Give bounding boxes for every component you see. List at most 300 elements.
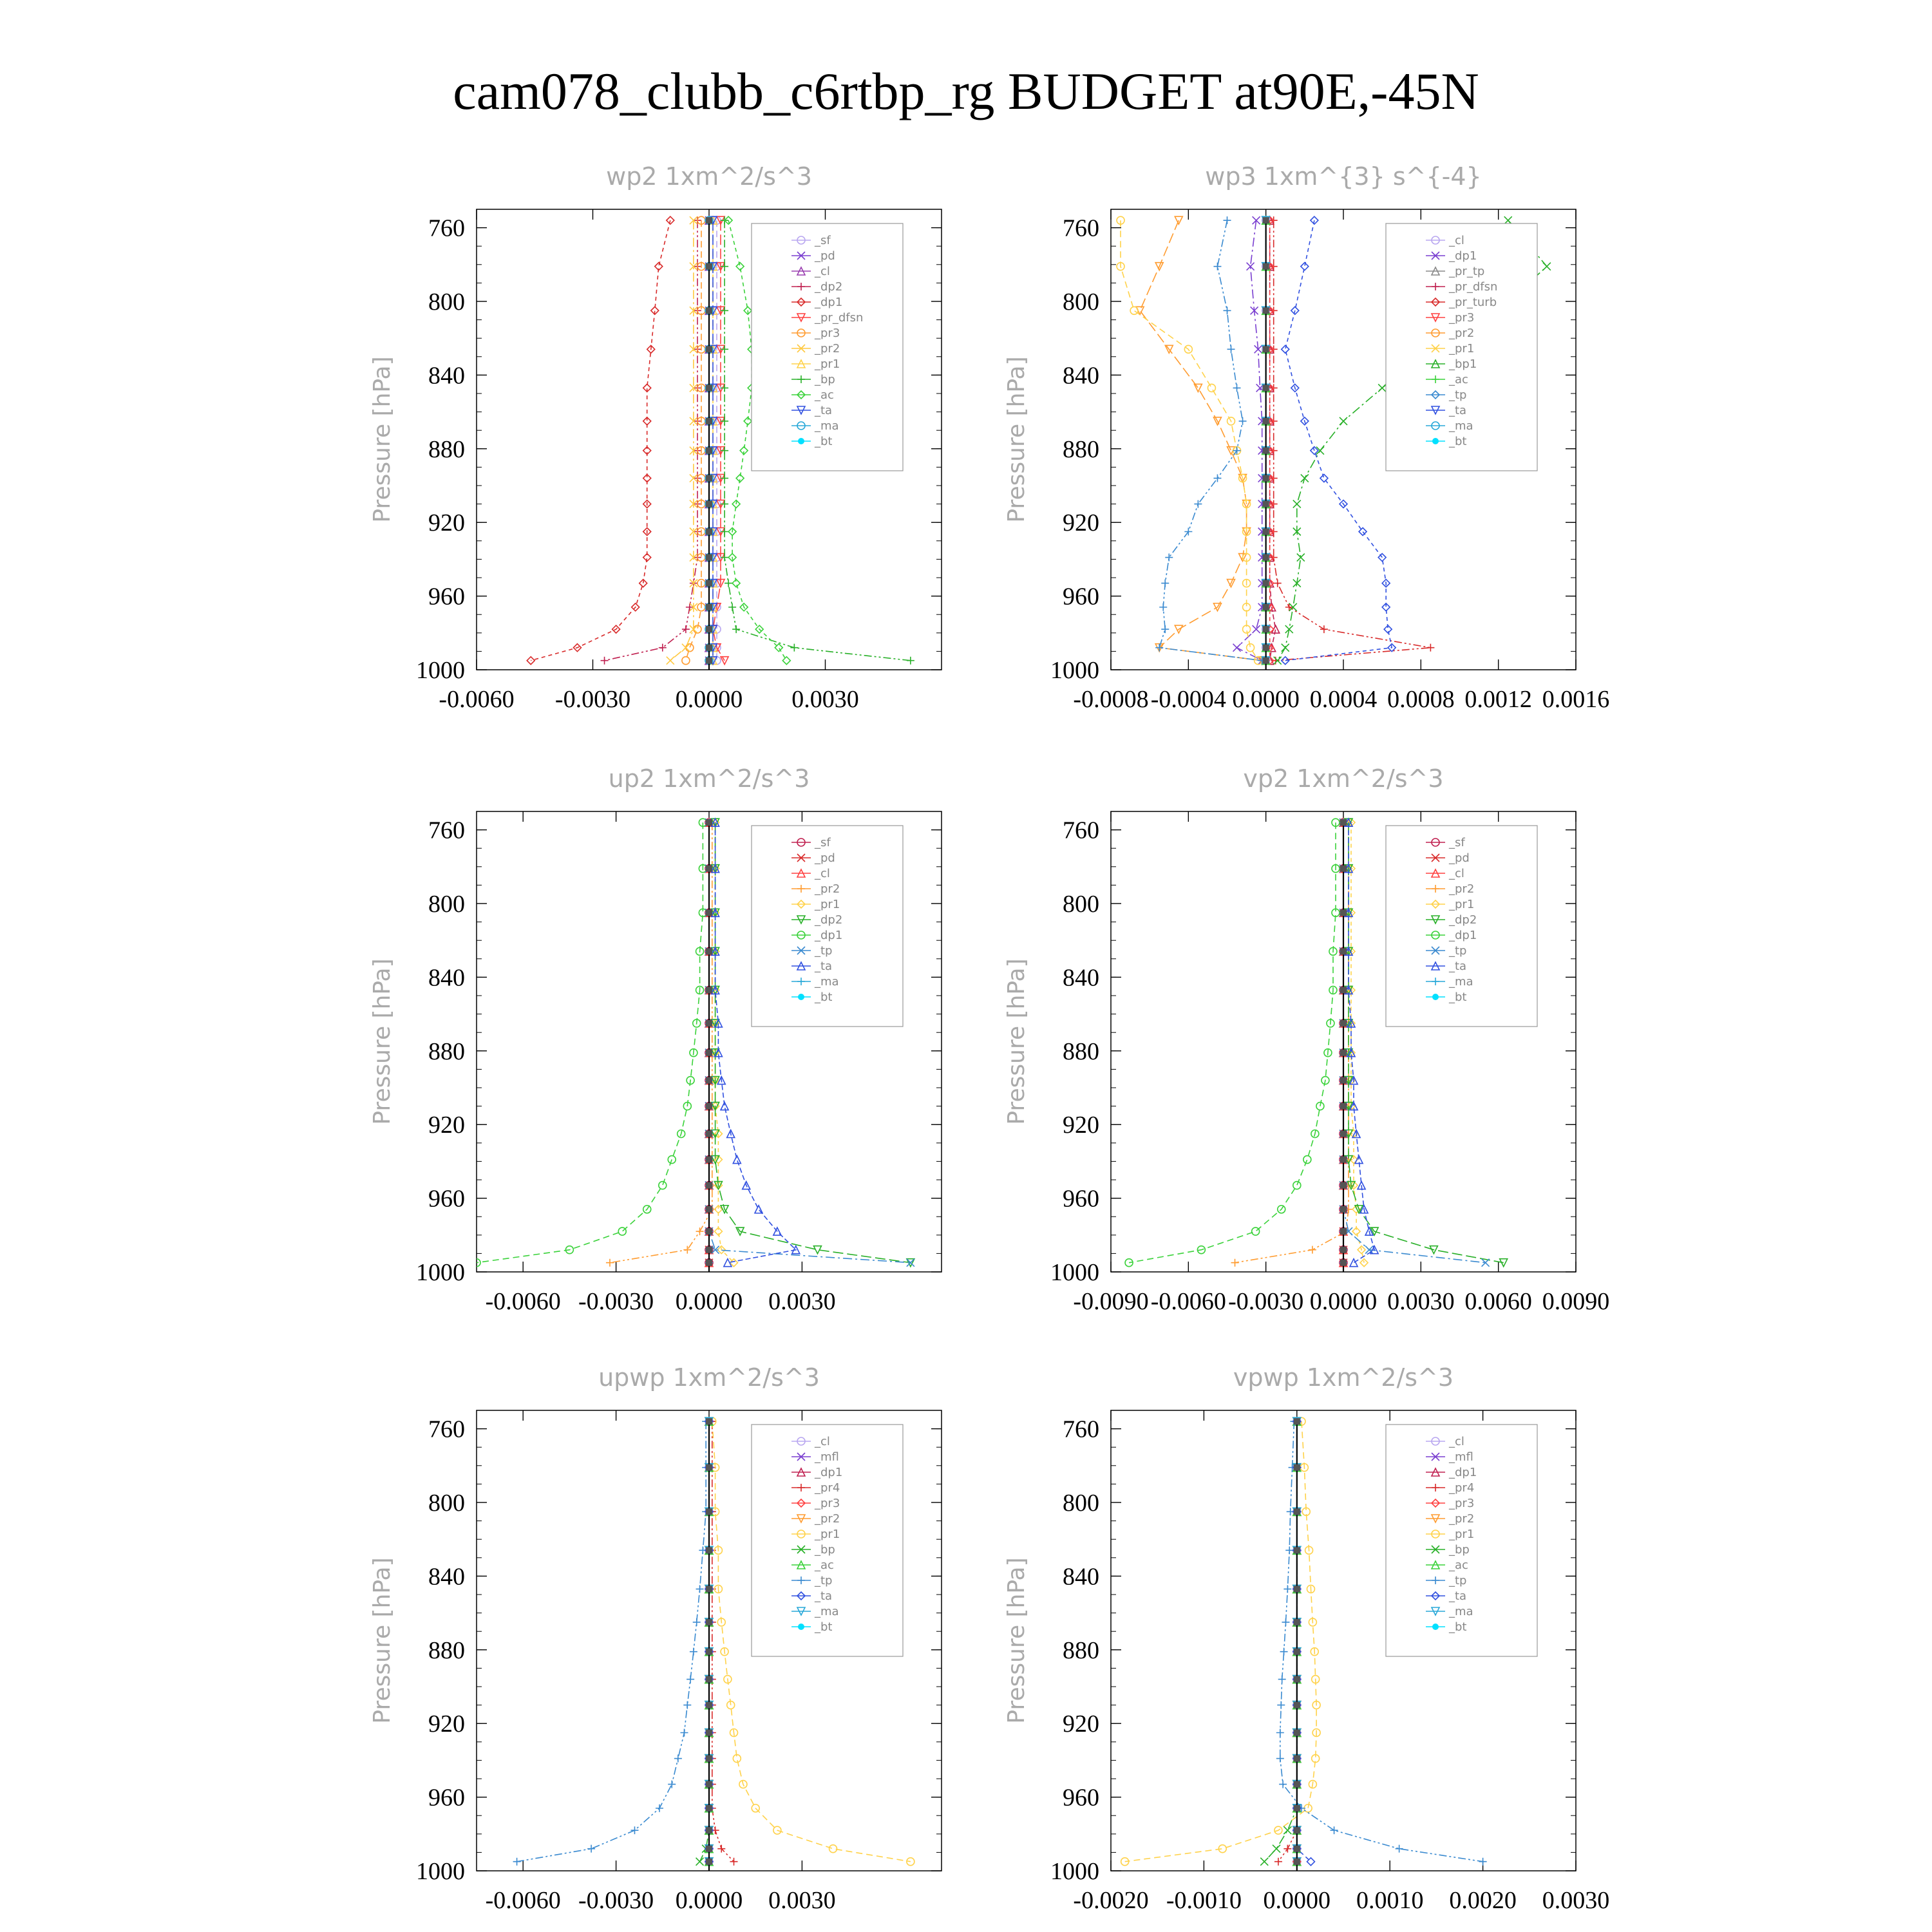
zero-marker xyxy=(706,1131,712,1137)
legend-entry: _pr_turb xyxy=(1449,296,1497,309)
zero-marker xyxy=(1263,626,1269,632)
zero-marker xyxy=(1263,645,1269,651)
legend-entry: _bt xyxy=(815,990,833,1004)
zero-marker xyxy=(1294,1827,1300,1833)
zero-marker xyxy=(706,1418,712,1425)
legend-entry: _mfl xyxy=(1449,1450,1473,1464)
y-tick-label: 880 xyxy=(428,1636,465,1664)
zero-marker xyxy=(1263,554,1269,561)
y-tick-label: 960 xyxy=(1063,1185,1099,1213)
data-point xyxy=(829,1845,837,1853)
zero-marker xyxy=(706,948,712,954)
data-point xyxy=(1276,1729,1284,1737)
legend-entry: _tp xyxy=(815,944,833,958)
zero-marker xyxy=(1340,1077,1347,1084)
series-line xyxy=(713,220,724,660)
x-tick-label: 0.0090 xyxy=(1542,1288,1610,1315)
legend-entry: _ma xyxy=(815,1605,839,1618)
chart-panel-2 xyxy=(369,764,942,1315)
data-point xyxy=(1159,603,1167,611)
legend-entry: _ma xyxy=(1449,975,1473,989)
zero-marker xyxy=(706,1781,712,1788)
data-point xyxy=(1175,216,1182,224)
data-point xyxy=(1231,1259,1239,1267)
x-tick-label: 0.0000 xyxy=(1263,1887,1331,1914)
zero-marker xyxy=(706,1020,712,1027)
series-line xyxy=(1235,822,1349,1263)
legend-entry: _pr4 xyxy=(1449,1481,1475,1495)
data-point xyxy=(1331,1826,1338,1834)
zero-marker xyxy=(706,1260,712,1266)
data-point xyxy=(1130,307,1138,314)
y-tick-label: 800 xyxy=(1063,289,1099,316)
series-line xyxy=(1125,1421,1316,1862)
legend-marker xyxy=(798,1624,804,1630)
zero-marker xyxy=(706,346,712,352)
chart-panel-1 xyxy=(1003,162,1609,713)
legend-entry: _pr2 xyxy=(1449,1512,1475,1526)
data-point xyxy=(1350,1259,1358,1267)
data-point xyxy=(724,580,732,587)
x-tick-label: 0.0000 xyxy=(675,1288,743,1315)
zero-marker xyxy=(1263,604,1269,611)
zero-marker xyxy=(1340,909,1347,916)
legend-entry: _tp xyxy=(815,1574,833,1587)
zero-marker xyxy=(1294,1702,1300,1709)
y-tick-label: 760 xyxy=(1063,1416,1099,1443)
legend-entry: _ma xyxy=(815,975,839,989)
zero-marker xyxy=(1294,1649,1300,1655)
y-tick-label: 880 xyxy=(1063,1037,1099,1065)
data-point xyxy=(1280,1648,1288,1656)
x-tick-label: 0.0030 xyxy=(768,1887,836,1914)
zero-marker xyxy=(706,448,712,454)
zero-marker xyxy=(1294,1547,1300,1553)
zero-marker xyxy=(706,1586,712,1592)
data-point xyxy=(1283,1585,1291,1593)
zero-marker xyxy=(706,217,712,223)
legend-entry: _dp2 xyxy=(1449,913,1477,927)
panel-title: upwp 1xm^2/s^3 xyxy=(598,1363,820,1392)
series-line xyxy=(1297,1421,1311,1862)
y-axis-label: Pressure [hPa] xyxy=(369,958,395,1125)
y-tick-label: 960 xyxy=(428,1784,465,1812)
zero-marker xyxy=(706,263,712,270)
data-point xyxy=(1239,417,1247,425)
data-point xyxy=(1273,1845,1280,1853)
zero-marker xyxy=(1340,1206,1347,1213)
legend-entry: _dp1 xyxy=(815,296,843,309)
legend-entry: _cl xyxy=(815,265,830,278)
y-axis-label: Pressure [hPa] xyxy=(1003,958,1030,1125)
zero-marker xyxy=(706,1676,712,1683)
data-point xyxy=(732,625,740,633)
data-point xyxy=(1301,475,1309,482)
legend-entry: _ma xyxy=(1449,1605,1473,1618)
data-point xyxy=(696,1585,704,1593)
zero-marker xyxy=(706,1846,712,1852)
y-tick-label: 840 xyxy=(428,964,465,992)
y-tick-label: 760 xyxy=(1063,817,1099,844)
legend-entry: _bt xyxy=(1449,990,1467,1004)
zero-marker xyxy=(1263,475,1269,482)
legend-entry: _ta xyxy=(1449,1589,1467,1603)
data-point xyxy=(690,1648,697,1656)
panel-title: vpwp 1xm^2/s^3 xyxy=(1233,1363,1454,1392)
data-point xyxy=(513,1858,521,1866)
x-tick-label: 0.0008 xyxy=(1387,686,1455,713)
legend-marker xyxy=(798,438,804,444)
zero-marker xyxy=(706,1649,712,1655)
y-axis-label: Pressure [hPa] xyxy=(369,1557,395,1724)
x-tick-label: 0.0012 xyxy=(1464,686,1532,713)
x-tick-label: -0.0090 xyxy=(1073,1288,1149,1315)
zero-marker xyxy=(1294,1586,1300,1592)
x-tick-label: 0.0030 xyxy=(1542,1887,1610,1914)
data-point xyxy=(1194,384,1202,392)
data-point xyxy=(1282,1618,1289,1626)
zero-marker xyxy=(1340,948,1347,954)
data-point xyxy=(721,307,728,314)
zero-marker xyxy=(1340,1260,1347,1266)
x-tick-label: 0.0030 xyxy=(768,1288,836,1315)
y-tick-label: 960 xyxy=(1063,583,1099,611)
legend-entry: _bp xyxy=(1449,1543,1470,1557)
x-tick-label: 0.0000 xyxy=(675,1887,743,1914)
data-point xyxy=(907,657,914,665)
data-point xyxy=(721,345,728,353)
legend-entry: _pr3 xyxy=(815,1497,840,1510)
data-point xyxy=(606,1259,614,1267)
legend-entry: _pr2 xyxy=(1449,327,1475,340)
legend-entry: _ta xyxy=(815,1589,833,1603)
zero-marker xyxy=(1294,1781,1300,1788)
x-tick-label: -0.0060 xyxy=(485,1288,561,1315)
data-point xyxy=(680,1729,688,1737)
legend-entry: _pr1 xyxy=(1449,898,1475,911)
zero-marker xyxy=(1263,448,1269,454)
legend-entry: _ma xyxy=(1449,419,1473,433)
data-point xyxy=(1285,625,1293,633)
y-tick-label: 840 xyxy=(1063,1563,1099,1591)
series-line xyxy=(1349,822,1374,1263)
y-tick-label: 960 xyxy=(428,1185,465,1213)
series-line xyxy=(1121,220,1258,660)
series-line xyxy=(1140,220,1262,660)
data-point xyxy=(1213,475,1221,482)
zero-marker xyxy=(706,1805,712,1812)
legend-entry: _sf xyxy=(1449,836,1465,849)
data-point xyxy=(693,1618,701,1626)
series-line xyxy=(1237,220,1262,660)
chart-panel-4 xyxy=(369,1363,942,1914)
data-point xyxy=(1161,625,1169,633)
figure-title: cam078_clubb_c6rtbp_rg BUDGET at90E,-45N xyxy=(453,62,1479,120)
legend-entry: _tp xyxy=(1449,944,1467,958)
data-point xyxy=(730,1858,738,1866)
zero-marker xyxy=(706,554,712,561)
legend-entry: _dp1 xyxy=(1449,249,1477,263)
y-tick-label: 920 xyxy=(428,1112,465,1139)
zero-marker xyxy=(1294,1619,1300,1625)
zero-marker xyxy=(1340,1182,1347,1189)
x-tick-label: 0.0000 xyxy=(1309,1288,1378,1315)
series-line xyxy=(605,220,698,660)
legend-entry: _pr3 xyxy=(1449,1497,1475,1510)
legend-entry: _cl xyxy=(1449,234,1464,247)
y-tick-label: 760 xyxy=(428,817,465,844)
zero-marker xyxy=(706,1157,712,1163)
x-tick-label: -0.0010 xyxy=(1166,1887,1242,1914)
series-line xyxy=(670,220,694,660)
x-tick-label: -0.0030 xyxy=(1228,1288,1304,1315)
data-point xyxy=(667,657,674,665)
y-tick-label: 840 xyxy=(428,362,465,390)
zero-marker xyxy=(706,1859,712,1865)
x-tick-label: -0.0030 xyxy=(578,1887,654,1914)
legend-entry: _dp1 xyxy=(815,929,843,942)
legend-entry: _sf xyxy=(815,234,831,247)
legend-entry: _pr_dfsn xyxy=(815,311,864,325)
data-point xyxy=(696,1227,704,1235)
zero-marker xyxy=(706,987,712,993)
data-point xyxy=(1277,1701,1285,1709)
series-line xyxy=(1285,220,1392,660)
zero-marker xyxy=(706,475,712,482)
y-tick-label: 800 xyxy=(428,1490,465,1517)
data-point xyxy=(1224,216,1231,224)
data-point xyxy=(1309,1246,1316,1254)
legend-entry: _pd xyxy=(815,851,835,865)
legend-entry: _pr1 xyxy=(1449,1528,1475,1541)
zero-marker xyxy=(1340,819,1347,826)
data-point xyxy=(1260,1858,1268,1866)
y-tick-label: 960 xyxy=(428,583,465,611)
zero-marker xyxy=(706,1077,712,1084)
y-tick-label: 840 xyxy=(428,1563,465,1591)
y-tick-label: 800 xyxy=(1063,891,1099,918)
data-point xyxy=(1396,1845,1403,1853)
data-point xyxy=(1165,554,1173,562)
legend-entry: _tp xyxy=(1449,1574,1467,1587)
zero-marker xyxy=(1263,501,1269,507)
zero-marker xyxy=(1263,658,1269,664)
legend-entry: _pr2 xyxy=(815,1512,840,1526)
data-point xyxy=(1282,644,1289,652)
y-tick-label: 920 xyxy=(1063,1112,1099,1139)
y-axis-label: Pressure [hPa] xyxy=(1003,356,1030,523)
legend-entry: _bt xyxy=(815,435,833,448)
data-point xyxy=(1378,384,1386,392)
legend-entry: _pr3 xyxy=(815,327,840,340)
zero-marker xyxy=(706,1247,712,1253)
legend-entry: _dp2 xyxy=(815,280,843,294)
data-point xyxy=(721,263,728,270)
legend-entry: _dp1 xyxy=(1449,1466,1477,1479)
data-point xyxy=(656,1804,663,1812)
y-tick-label: 840 xyxy=(1063,362,1099,390)
legend-entry: _sf xyxy=(815,836,831,849)
y-axis-label: Pressure [hPa] xyxy=(1003,1557,1030,1724)
x-tick-label: 0.0000 xyxy=(675,686,743,713)
data-point xyxy=(1426,644,1434,652)
x-tick-label: 0.0000 xyxy=(1232,686,1300,713)
data-point xyxy=(667,216,674,224)
zero-marker xyxy=(1294,1756,1300,1762)
data-point xyxy=(687,1676,694,1683)
y-tick-label: 1000 xyxy=(416,657,465,684)
legend-entry: _bt xyxy=(1449,1620,1467,1634)
y-tick-label: 760 xyxy=(1063,214,1099,242)
zero-marker xyxy=(1263,384,1269,391)
data-point xyxy=(668,1781,676,1788)
legend-entry: _cl xyxy=(1449,867,1464,880)
legend-entry: _ta xyxy=(1449,960,1467,973)
y-tick-label: 840 xyxy=(1063,964,1099,992)
legend-entry: _ta xyxy=(815,960,833,973)
legend-entry: _cl xyxy=(815,867,830,880)
x-tick-label: -0.0030 xyxy=(554,686,631,713)
data-point xyxy=(1285,1546,1293,1554)
data-point xyxy=(721,384,728,392)
legend-entry: _pr2 xyxy=(815,882,840,896)
legend-entry: _ac xyxy=(1449,373,1468,386)
series-line xyxy=(531,220,670,660)
legend-entry: _ac xyxy=(815,388,834,402)
data-point xyxy=(1479,1858,1487,1866)
y-tick-label: 760 xyxy=(428,214,465,242)
legend-entry: _dp1 xyxy=(1449,929,1477,942)
legend-entry: _bt xyxy=(815,1620,833,1634)
series-line xyxy=(1270,220,1276,660)
legend-entry: _mfl xyxy=(815,1450,839,1464)
data-point xyxy=(1293,1182,1301,1189)
data-point xyxy=(682,657,690,665)
x-tick-label: 0.0010 xyxy=(1356,1887,1424,1914)
data-point xyxy=(1320,475,1328,482)
data-point xyxy=(1283,1826,1291,1834)
zero-marker xyxy=(1294,1508,1300,1515)
y-tick-label: 960 xyxy=(1063,1784,1099,1812)
data-point xyxy=(1274,580,1282,587)
data-point xyxy=(1293,500,1301,508)
panel-title: vp2 1xm^2/s^3 xyxy=(1243,764,1444,793)
data-point xyxy=(1224,307,1231,314)
data-point xyxy=(1504,216,1512,224)
zero-marker xyxy=(1340,1050,1347,1056)
data-point xyxy=(682,625,690,633)
zero-marker xyxy=(1263,217,1269,223)
data-point xyxy=(1297,554,1305,562)
zero-marker xyxy=(706,418,712,424)
y-tick-label: 1000 xyxy=(1050,1259,1099,1286)
data-point xyxy=(1282,345,1289,353)
zero-marker xyxy=(1340,987,1347,993)
y-tick-label: 800 xyxy=(428,891,465,918)
zero-marker xyxy=(706,580,712,587)
y-tick-label: 800 xyxy=(1063,1490,1099,1517)
data-point xyxy=(1161,580,1169,587)
zero-marker xyxy=(706,1508,712,1515)
zero-marker xyxy=(1294,1730,1300,1736)
legend-entry: _dp1 xyxy=(815,1466,843,1479)
legend-entry: _ma xyxy=(815,419,839,433)
data-point xyxy=(659,1182,667,1189)
legend-marker xyxy=(1432,1624,1439,1630)
x-tick-label: 0.0030 xyxy=(791,686,859,713)
data-point xyxy=(1320,625,1328,633)
legend-entry: _pr2 xyxy=(1449,882,1475,896)
legend-entry: _cl xyxy=(1449,1435,1464,1448)
data-point xyxy=(1233,644,1241,652)
zero-marker xyxy=(706,1619,712,1625)
zero-marker xyxy=(1340,1103,1347,1110)
y-tick-label: 880 xyxy=(428,1037,465,1065)
legend-entry: _ta xyxy=(815,404,833,417)
legend-entry: _pr1 xyxy=(1449,342,1475,355)
data-point xyxy=(1252,1227,1260,1235)
data-point xyxy=(1194,500,1202,508)
data-point xyxy=(721,417,728,425)
zero-marker xyxy=(706,529,712,535)
panel-title: wp2 1xm^2/s^3 xyxy=(606,162,812,191)
data-point xyxy=(1253,625,1260,633)
zero-marker xyxy=(706,604,712,611)
legend-entry: _pr1 xyxy=(815,898,840,911)
zero-marker xyxy=(1263,418,1269,424)
chart-panel-0 xyxy=(369,162,942,713)
zero-marker xyxy=(1340,1020,1347,1027)
data-point xyxy=(1213,263,1221,270)
y-tick-label: 880 xyxy=(1063,435,1099,463)
series-line xyxy=(517,1421,706,1862)
x-tick-label: -0.0030 xyxy=(578,1288,654,1315)
data-point xyxy=(1278,1676,1286,1683)
zero-marker xyxy=(1340,1247,1347,1253)
data-point xyxy=(683,1701,691,1709)
y-tick-label: 920 xyxy=(1063,1710,1099,1738)
data-point xyxy=(721,554,728,562)
zero-marker xyxy=(1263,580,1269,587)
x-tick-label: 0.0020 xyxy=(1449,1887,1517,1914)
legend-entry: _bp xyxy=(815,1543,835,1557)
data-point xyxy=(674,1755,682,1763)
legend-entry: _pr1 xyxy=(815,1528,840,1541)
data-point xyxy=(1283,1845,1291,1853)
y-tick-label: 880 xyxy=(428,435,465,463)
chart-panel-3 xyxy=(1003,764,1609,1315)
data-point xyxy=(1276,1755,1284,1763)
zero-marker xyxy=(1340,1157,1347,1163)
data-point xyxy=(790,644,798,652)
zero-marker xyxy=(1294,1676,1300,1683)
zero-marker xyxy=(1294,1859,1300,1865)
x-tick-label: -0.0004 xyxy=(1150,686,1226,713)
legend-entry: _ta xyxy=(1449,404,1467,417)
panel-title: up2 1xm^2/s^3 xyxy=(608,764,810,793)
series-line xyxy=(477,822,703,1263)
zero-marker xyxy=(1340,866,1347,872)
x-tick-label: 0.0030 xyxy=(1387,1288,1455,1315)
data-point xyxy=(721,475,728,482)
legend-marker xyxy=(1432,438,1439,444)
y-tick-label: 920 xyxy=(428,509,465,537)
zero-marker xyxy=(706,1464,712,1471)
zero-marker xyxy=(706,866,712,872)
data-point xyxy=(1543,263,1551,270)
legend-marker xyxy=(1432,994,1439,1000)
data-point xyxy=(618,1227,626,1235)
